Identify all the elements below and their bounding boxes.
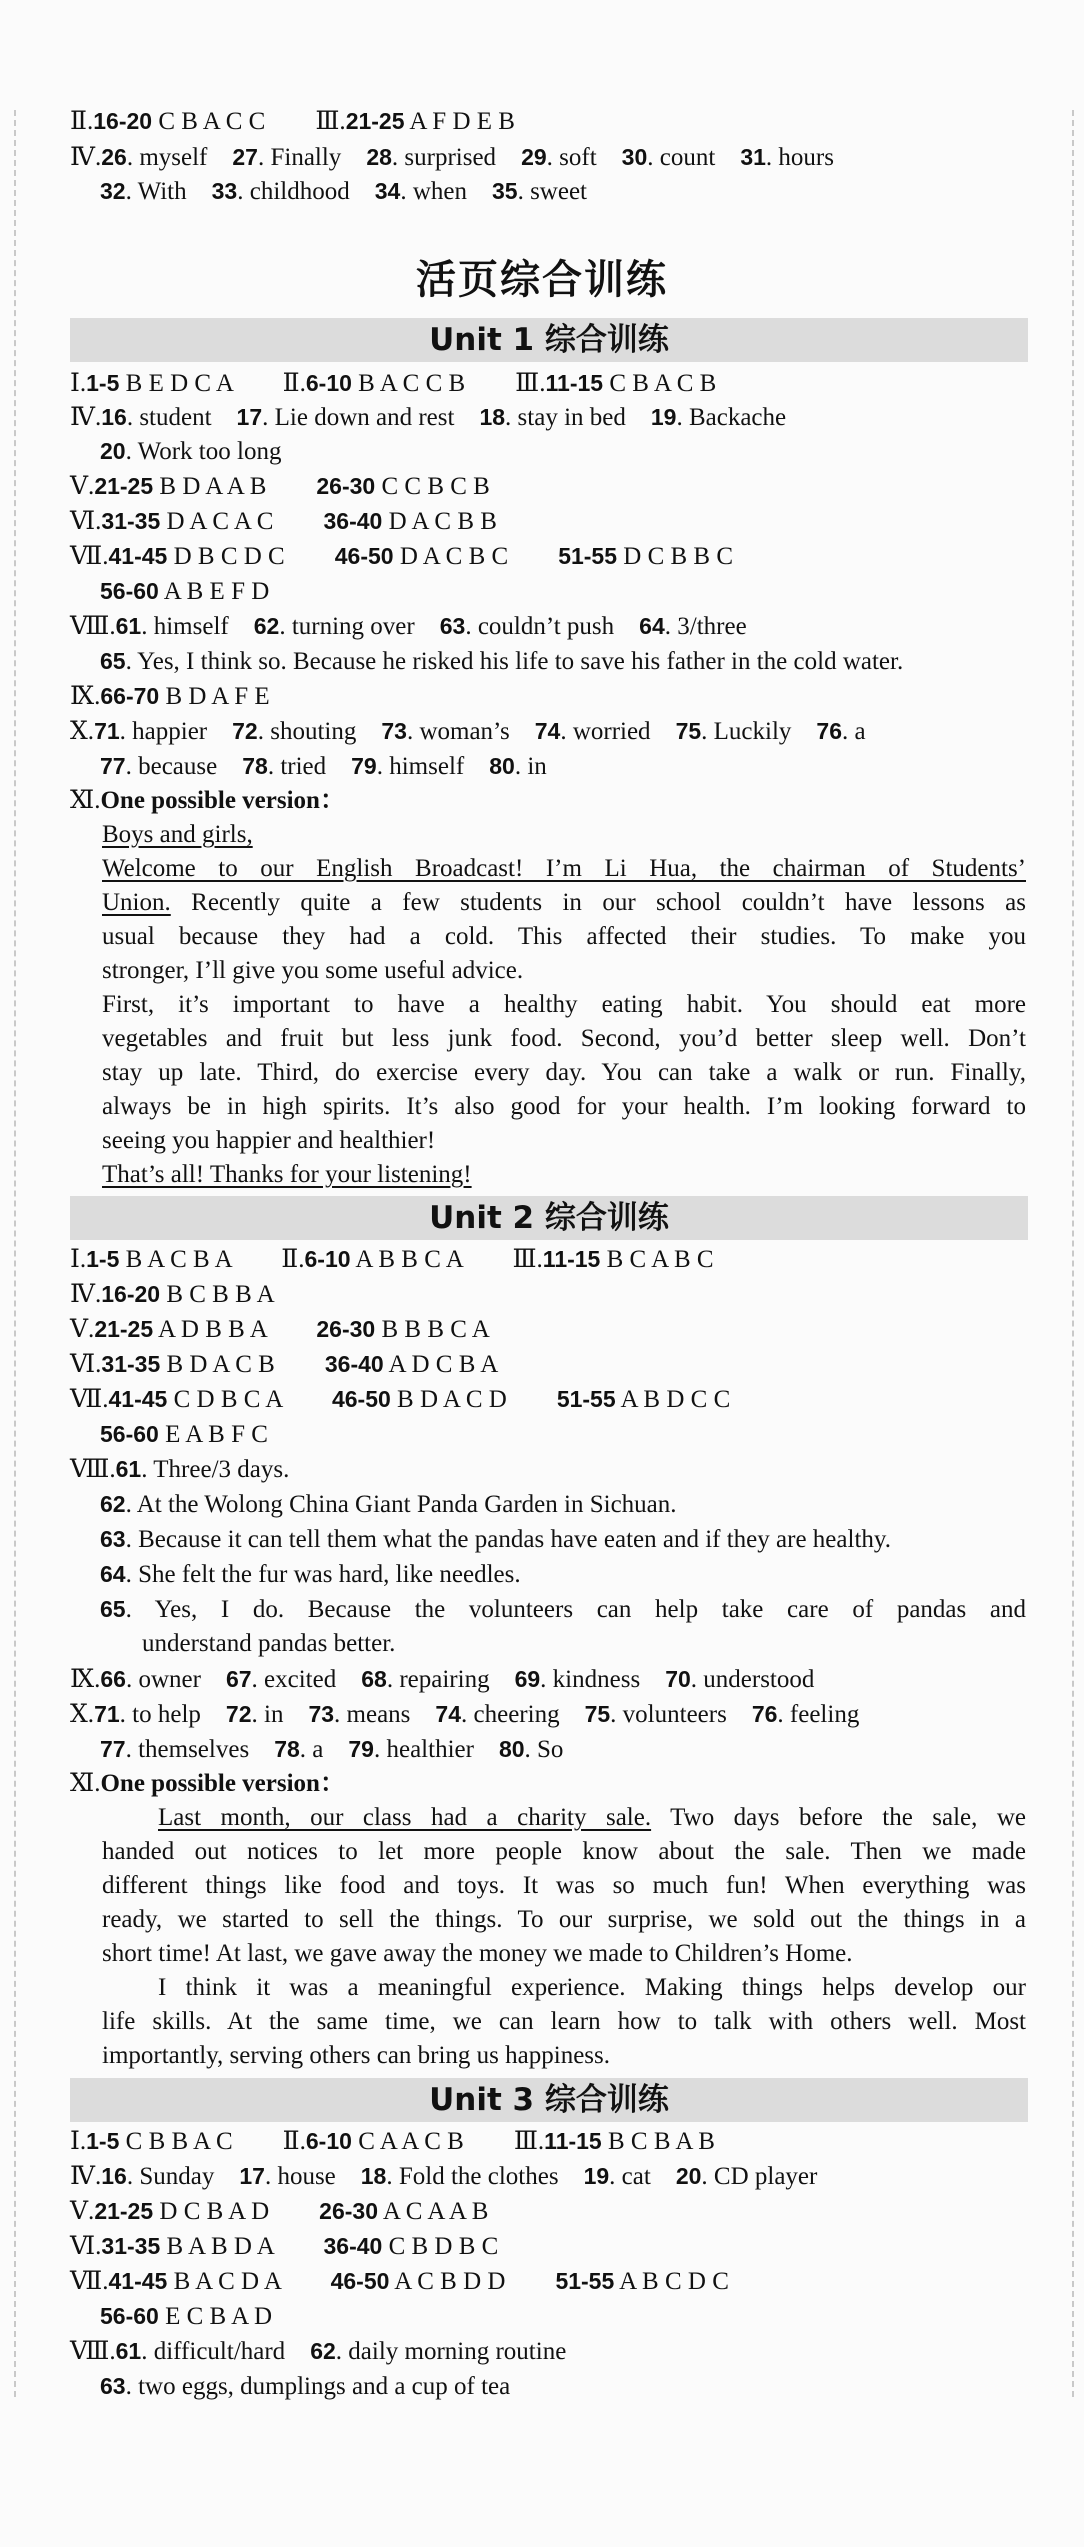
item-number: 28 <box>366 144 392 170</box>
answer-text: . With <box>125 178 212 205</box>
u1-line <box>70 539 733 574</box>
u1-essay-line: First, it’s important to have a healthy eating habit. You should eat more <box>102 991 1026 1018</box>
u2-line <box>70 1347 498 1382</box>
answer-text: A B C D C <box>614 2268 729 2295</box>
item-number: 18 <box>360 2163 387 2189</box>
item-number: 26 <box>101 144 127 170</box>
u1-essay-line: That’s all! Thanks for your listening! <box>102 1161 472 1188</box>
answer-text: B A C C B <box>351 370 516 397</box>
roman-numeral: Ⅳ. <box>70 1281 102 1308</box>
item-number: 16-20 <box>101 1281 161 1307</box>
item-number: 29 <box>521 144 547 170</box>
answer-text: A B B C A <box>350 1246 513 1273</box>
answer-text: . a <box>842 718 866 745</box>
item-number: 20 <box>675 2163 702 2189</box>
u2-line <box>100 1417 268 1452</box>
roman-numeral: Ⅲ. <box>515 370 546 397</box>
u2-essay-line: ready, we started to sell the things. To our surprise, we sold out the things in a <box>102 1906 1026 1933</box>
answer-text: . Luckily <box>701 718 817 745</box>
u1-line <box>100 434 281 469</box>
answer-text: . sweet <box>517 178 587 205</box>
u1-essay-line: Union. Recently quite a few students in our school couldn’t have lessons as <box>102 889 1026 916</box>
item-number: 62 <box>100 1491 126 1517</box>
answer-text: . volunteers <box>610 1701 752 1728</box>
item-number: 63 <box>439 613 466 639</box>
u2-essay-line: handed out notices to let more people know about the sale. Then we made <box>102 1838 1026 1865</box>
answer-text: A C A A B <box>377 2198 489 2225</box>
item-number: 31 <box>740 144 766 170</box>
item-number: 21-25 <box>94 1316 154 1342</box>
u2-line <box>70 1382 730 1417</box>
item-number: 16 <box>101 2163 127 2189</box>
item-number: 31-35 <box>101 2233 161 2259</box>
roman-numeral: Ⅸ. <box>70 1666 101 1693</box>
answer-text: . a <box>299 1736 349 1763</box>
item-number: 30 <box>621 144 648 170</box>
item-number: 76 <box>816 718 843 744</box>
item-number: 56-60 <box>100 578 159 604</box>
u1-line <box>70 609 747 644</box>
u1-essay-line: vegetables and fruit but less junk food. Second, you’d better sleep well. Don’t <box>102 1025 1026 1052</box>
answer-text: C B B A C <box>119 2128 283 2155</box>
u1-line <box>70 366 716 401</box>
item-number: 64 <box>100 1561 126 1587</box>
answer-text: . At the Wolong China Giant Panda Garden in Sichuan. <box>125 1491 677 1518</box>
u3-line <box>70 2229 498 2264</box>
u1-line <box>70 469 490 504</box>
item-number: 72 <box>225 1701 252 1727</box>
item-number: 51-55 <box>555 2268 615 2294</box>
item-number: 64 <box>639 613 665 639</box>
answer-text: B D A F E <box>159 683 270 710</box>
item-number: 46-50 <box>331 1386 391 1412</box>
item-number: 79 <box>351 753 377 779</box>
item-number: 56-60 <box>100 1421 159 1447</box>
answer-text: B A C D A <box>167 2268 331 2295</box>
u3-line <box>70 2194 488 2229</box>
answer-text: . turning over <box>279 613 440 640</box>
item-number: 70 <box>665 1666 691 1692</box>
u2-line: understand pandas better. <box>142 1630 396 1657</box>
u2-line <box>100 1522 891 1557</box>
answer-text: . Lie down and rest <box>262 404 480 431</box>
item-number: 11-15 <box>542 1246 601 1272</box>
roman-numeral: Ⅲ. <box>513 2128 545 2155</box>
item-number: 31-35 <box>101 508 161 534</box>
roman-numeral: Ⅶ. <box>70 2268 109 2295</box>
answer-text: B C A B C <box>600 1246 714 1273</box>
answer-text: . to help <box>119 1701 226 1728</box>
answer-text: . feeling <box>777 1701 860 1728</box>
answer-text: B B B C A <box>375 1316 490 1343</box>
item-number: 21-25 <box>94 473 154 499</box>
item-number: 1-5 <box>86 370 120 396</box>
item-number: 17 <box>239 2163 265 2189</box>
item-number: 61 <box>115 1456 142 1482</box>
answer-text: E A B F C <box>158 1421 268 1448</box>
u2-line <box>100 1557 521 1592</box>
item-number: 19 <box>583 2163 610 2189</box>
u1-line <box>70 504 497 539</box>
answer-text: . two eggs, dumplings and a cup of tea <box>125 2373 511 2400</box>
item-number: 19 <box>650 404 677 430</box>
item-number: 41-45 <box>108 543 168 569</box>
item-number: 61 <box>115 613 142 639</box>
answer-text: . understood <box>690 1666 815 1693</box>
answer-text: . himself <box>376 753 490 780</box>
roman-numeral: Ⅵ. <box>70 508 102 535</box>
u1-essay-line: stronger, I’ll give you some useful advice. <box>102 957 524 984</box>
answer-text: B D A A B <box>153 473 317 500</box>
answer-text: . Work too long <box>125 438 282 465</box>
roman-numeral: Ⅶ. <box>70 1386 109 1413</box>
item-number: 63 <box>100 1526 126 1552</box>
answer-text: . Fold the clothes <box>386 2163 584 2190</box>
answer-text: . woman’s <box>406 718 535 745</box>
u3-line <box>70 2334 566 2369</box>
top-line-1: Ⅱ.16-20 C B A C C Ⅲ.21-25 A F D E B <box>70 108 515 135</box>
item-number: 51-55 <box>558 543 618 569</box>
u1-line <box>70 400 786 435</box>
roman-numeral: Ⅲ. <box>512 1246 543 1273</box>
answer-text: D A C B B <box>382 508 497 535</box>
roman-numeral: Ⅴ. <box>70 473 95 500</box>
answer-text: . healthier <box>373 1736 499 1763</box>
item-number: 41-45 <box>108 2268 168 2294</box>
answer-text: A D C B A <box>383 1351 499 1378</box>
answer-text: . childhood <box>237 178 375 205</box>
item-number: 36-40 <box>323 508 383 534</box>
roman-numeral: Ⅱ. <box>282 370 306 397</box>
answer-text: . because <box>125 753 243 780</box>
item-number: 78 <box>274 1736 300 1762</box>
item-number: 77 <box>100 1736 126 1762</box>
top-line-3 <box>100 174 587 209</box>
roman-numeral: Ⅵ. <box>70 2233 102 2260</box>
item-number: 62 <box>253 613 280 639</box>
item-number: 73 <box>381 718 407 744</box>
u2-line <box>100 1732 563 1767</box>
answer-text: . kindness <box>540 1666 666 1693</box>
u2-essay-line: importantly, serving others can bring us happiness. <box>102 2042 611 2069</box>
roman-numeral: Ⅳ. <box>70 404 102 431</box>
item-number: 56-60 <box>100 2303 159 2329</box>
item-number: 74 <box>534 718 561 744</box>
answer-text: C A A C B <box>351 2128 514 2155</box>
u3-line <box>100 2369 510 2404</box>
item-number: 75 <box>584 1701 611 1727</box>
item-number: 26-30 <box>316 1316 376 1342</box>
item-number: 36-40 <box>324 1351 384 1377</box>
answer-text: D A C B C <box>393 543 559 570</box>
roman-numeral: Ⅴ. <box>70 2198 95 2225</box>
u2-essay-line: different things like food and toys. It was so much fun! When everything was <box>102 1872 1026 1899</box>
item-number: 68 <box>361 1666 387 1692</box>
u1-line <box>70 714 866 749</box>
roman-numeral: Ⅰ. <box>70 370 87 397</box>
answer-text: . repairing <box>386 1666 515 1693</box>
answer-text: . in <box>514 753 547 780</box>
roman-numeral: Ⅳ. <box>70 2163 102 2190</box>
item-number: 77 <box>100 753 126 779</box>
item-number: 66 <box>100 1666 126 1692</box>
item-number: 79 <box>348 1736 374 1762</box>
answer-text: . Backache <box>676 404 787 431</box>
unit2-header: Unit 2 综合训练 <box>70 1196 1028 1240</box>
left-dashed-margin <box>14 110 16 2397</box>
answer-text: . student <box>126 404 237 431</box>
unit3-header: Unit 3 综合训练 <box>70 2078 1028 2122</box>
answer-text: D B C D C <box>167 543 335 570</box>
roman-numeral: Ⅳ. <box>70 144 102 171</box>
answer-text: E C B A D <box>158 2303 273 2330</box>
item-number: 51-55 <box>556 1386 616 1412</box>
item-number: 34 <box>374 178 401 204</box>
roman-numeral: Ⅵ. <box>70 1351 102 1378</box>
u2-line <box>70 1452 289 1487</box>
answer-text: . Yes, I think so. Because he risked his life to save his father in the cold water. <box>125 648 904 675</box>
u2-line <box>70 1312 490 1347</box>
answer-text: . surprised <box>391 144 522 171</box>
answer-text: . house <box>264 2163 361 2190</box>
item-number: 35 <box>491 178 518 204</box>
roman-numeral: Ⅸ. <box>70 683 101 710</box>
u1-line <box>100 749 547 784</box>
item-number: 16 <box>101 404 127 430</box>
item-number: 32 <box>100 178 126 204</box>
item-number: 69 <box>514 1666 541 1692</box>
answer-text: B A C B A <box>119 1246 282 1273</box>
roman-numeral: Ⅰ. <box>70 1246 87 1273</box>
u2-essay-line: short time! At last, we gave away the money we made to Children’s Home. <box>102 1940 853 1967</box>
u2-line <box>70 1242 714 1277</box>
roman-numeral: Ⅶ. <box>70 543 109 570</box>
u1-essay-line: usual because they had a cold. This affected their studies. To make you <box>102 923 1026 950</box>
item-number: 63 <box>100 2373 126 2399</box>
answer-text: . Three/3 days. <box>141 1456 290 1483</box>
answer-text: . when <box>400 178 492 205</box>
answer-text: . myself <box>126 144 233 171</box>
item-number: 41-45 <box>108 1386 168 1412</box>
unit1-header: Unit 1 综合训练 <box>70 318 1028 362</box>
item-number: 20 <box>100 438 126 464</box>
item-number: 72 <box>232 718 258 744</box>
answer-text: . count <box>647 144 741 171</box>
answer-text: . shouting <box>257 718 382 745</box>
answer-text: A C B D D <box>389 2268 556 2295</box>
top-line-2 <box>70 140 834 175</box>
item-number: 33 <box>211 178 238 204</box>
answer-text: B D A C B <box>160 1351 325 1378</box>
roman-numeral: Ⅷ. <box>70 1456 116 1483</box>
item-number: 46-50 <box>330 2268 390 2294</box>
right-dashed-margin <box>1072 110 1074 2397</box>
item-number: 6-10 <box>305 2128 352 2154</box>
page-title: 活页综合训练 <box>416 257 668 303</box>
item-number: 76 <box>751 1701 778 1727</box>
answer-text: . Because it can tell them what the pandas have eaten and if they are healthy. <box>125 1526 892 1553</box>
answer-text: A B D C C <box>615 1386 731 1413</box>
item-number: 62 <box>310 2338 336 2364</box>
item-number: 71 <box>94 1701 120 1727</box>
answer-text: . difficult/hard <box>141 2338 311 2365</box>
item-number: 46-50 <box>334 543 394 569</box>
answer-text: C B A C B <box>603 370 717 397</box>
answer-text: . themselves <box>125 1736 275 1763</box>
roman-numeral: Ⅴ. <box>70 1316 95 1343</box>
u3-line <box>100 2299 272 2334</box>
u2-essay-label: Ⅺ.One possible version： <box>70 1770 345 1797</box>
answer-text: C C B C B <box>375 473 490 500</box>
u3-line <box>70 2264 729 2299</box>
u2-line <box>70 1277 275 1312</box>
item-number: 31-35 <box>101 1351 161 1377</box>
answer-text: . cat <box>609 2163 676 2190</box>
answer-text: . owner <box>125 1666 226 1693</box>
u1-line <box>100 644 903 679</box>
answer-text: . Finally <box>257 144 367 171</box>
item-number: 17 <box>236 404 263 430</box>
answer-text: B C B B A <box>160 1281 275 1308</box>
item-number: 11-15 <box>544 2128 602 2154</box>
item-number: 73 <box>308 1701 335 1727</box>
answer-text: . worried <box>560 718 676 745</box>
answer-text: B A B D A <box>160 2233 324 2260</box>
answer-text: . 3/three <box>664 613 747 640</box>
item-number: 66-70 <box>100 683 160 709</box>
item-number: 75 <box>675 718 702 744</box>
item-number: 1-5 <box>86 2128 120 2154</box>
answer-text: . couldn’t push <box>465 613 640 640</box>
item-number: 6-10 <box>304 1246 351 1272</box>
answer-text: . means <box>334 1701 436 1728</box>
answer-text: D C B A D <box>153 2198 320 2225</box>
answer-text: . She felt the fur was hard, like needles. <box>125 1561 521 1588</box>
roman-numeral: Ⅱ. <box>281 1246 305 1273</box>
roman-numeral: Ⅱ. <box>282 2128 306 2155</box>
answer-text: . in <box>251 1701 309 1728</box>
u3-line <box>70 2159 817 2194</box>
roman-numeral: Ⅷ. <box>70 2338 116 2365</box>
answer-text: . So <box>524 1736 564 1763</box>
answer-text: . CD player <box>701 2163 818 2190</box>
answer-text: . stay in bed <box>505 404 651 431</box>
item-number: 67 <box>225 1666 252 1692</box>
u1-essay-line: Boys and girls, <box>102 821 253 848</box>
item-number: 78 <box>242 753 268 779</box>
roman-numeral: Ⅹ. <box>70 718 95 745</box>
item-number: 11-15 <box>545 370 604 396</box>
answer-text: . excited <box>251 1666 362 1693</box>
answer-text: . hours <box>765 144 834 171</box>
u2-essay-line: Last month, our class had a charity sale. Two days before the sale, we <box>158 1804 1026 1831</box>
u2-essay-line: I think it was a meaningful experience. Making things helps develop our <box>158 1974 1026 2001</box>
item-number: 26-30 <box>316 473 376 499</box>
answer-text: . Sunday <box>126 2163 240 2190</box>
answer-text: D C B B C <box>617 543 734 570</box>
u2-line <box>100 1487 677 1522</box>
answer-text: A B E F D <box>158 578 270 605</box>
answer-text: . happier <box>119 718 233 745</box>
u1-essay-line: seeing you happier and healthier! <box>102 1127 436 1154</box>
answer-text: D A C A C <box>160 508 324 535</box>
item-number: 74 <box>435 1701 462 1727</box>
u1-essay-line: always be in high spirits. It’s also good for your health. I’m looking forward to <box>102 1093 1026 1120</box>
item-number: 6-10 <box>305 370 352 396</box>
item-number: 1-5 <box>86 1246 120 1272</box>
answer-text: . soft <box>546 144 622 171</box>
item-number: 65 <box>100 648 126 674</box>
item-number: 71 <box>94 718 120 744</box>
answer-text: B C B A B <box>601 2128 715 2155</box>
answer-text: B E D C A <box>119 370 283 397</box>
answer-text: . tried <box>267 753 352 780</box>
item-number: 27 <box>232 144 258 170</box>
u1-line <box>70 679 270 714</box>
u2-line <box>70 1662 814 1697</box>
item-number: 36-40 <box>323 2233 383 2259</box>
answer-text: C D B C A <box>167 1386 332 1413</box>
item-number: 61 <box>115 2338 142 2364</box>
u1-essay-label: Ⅺ.One possible version： <box>70 787 345 814</box>
u1-line <box>100 574 269 609</box>
u3-line <box>70 2124 715 2159</box>
u1-essay-line: stay up late. Third, do exercise every day. You can take a walk or run. Finally, <box>102 1059 1026 1086</box>
answer-text: B D A C D <box>390 1386 557 1413</box>
item-number: 26-30 <box>319 2198 378 2224</box>
answer-text: A D B B A <box>153 1316 317 1343</box>
item-number: 21-25 <box>94 2198 154 2224</box>
roman-numeral: Ⅷ. <box>70 613 116 640</box>
u2-line <box>70 1697 859 1732</box>
answer-text: . himself <box>141 613 254 640</box>
u2-essay-line: life skills. At the same time, we can learn how to talk with others well. Most <box>102 2008 1026 2035</box>
roman-numeral: Ⅹ. <box>70 1701 95 1728</box>
answer-text: . cheering <box>461 1701 585 1728</box>
u1-essay-line: Welcome to our English Broadcast! I’m Li Hua, the chairman of Students’ <box>102 855 1026 882</box>
item-number: 80 <box>498 1736 525 1762</box>
u2-line: 65. Yes, I do. Because the volunteers can help take care of pandas and <box>100 1596 1026 1623</box>
answer-text: C B D B C <box>382 2233 499 2260</box>
answer-text: . daily morning routine <box>335 2338 567 2365</box>
item-number: 80 <box>489 753 515 779</box>
item-number: 18 <box>479 404 506 430</box>
roman-numeral: Ⅰ. <box>70 2128 87 2155</box>
